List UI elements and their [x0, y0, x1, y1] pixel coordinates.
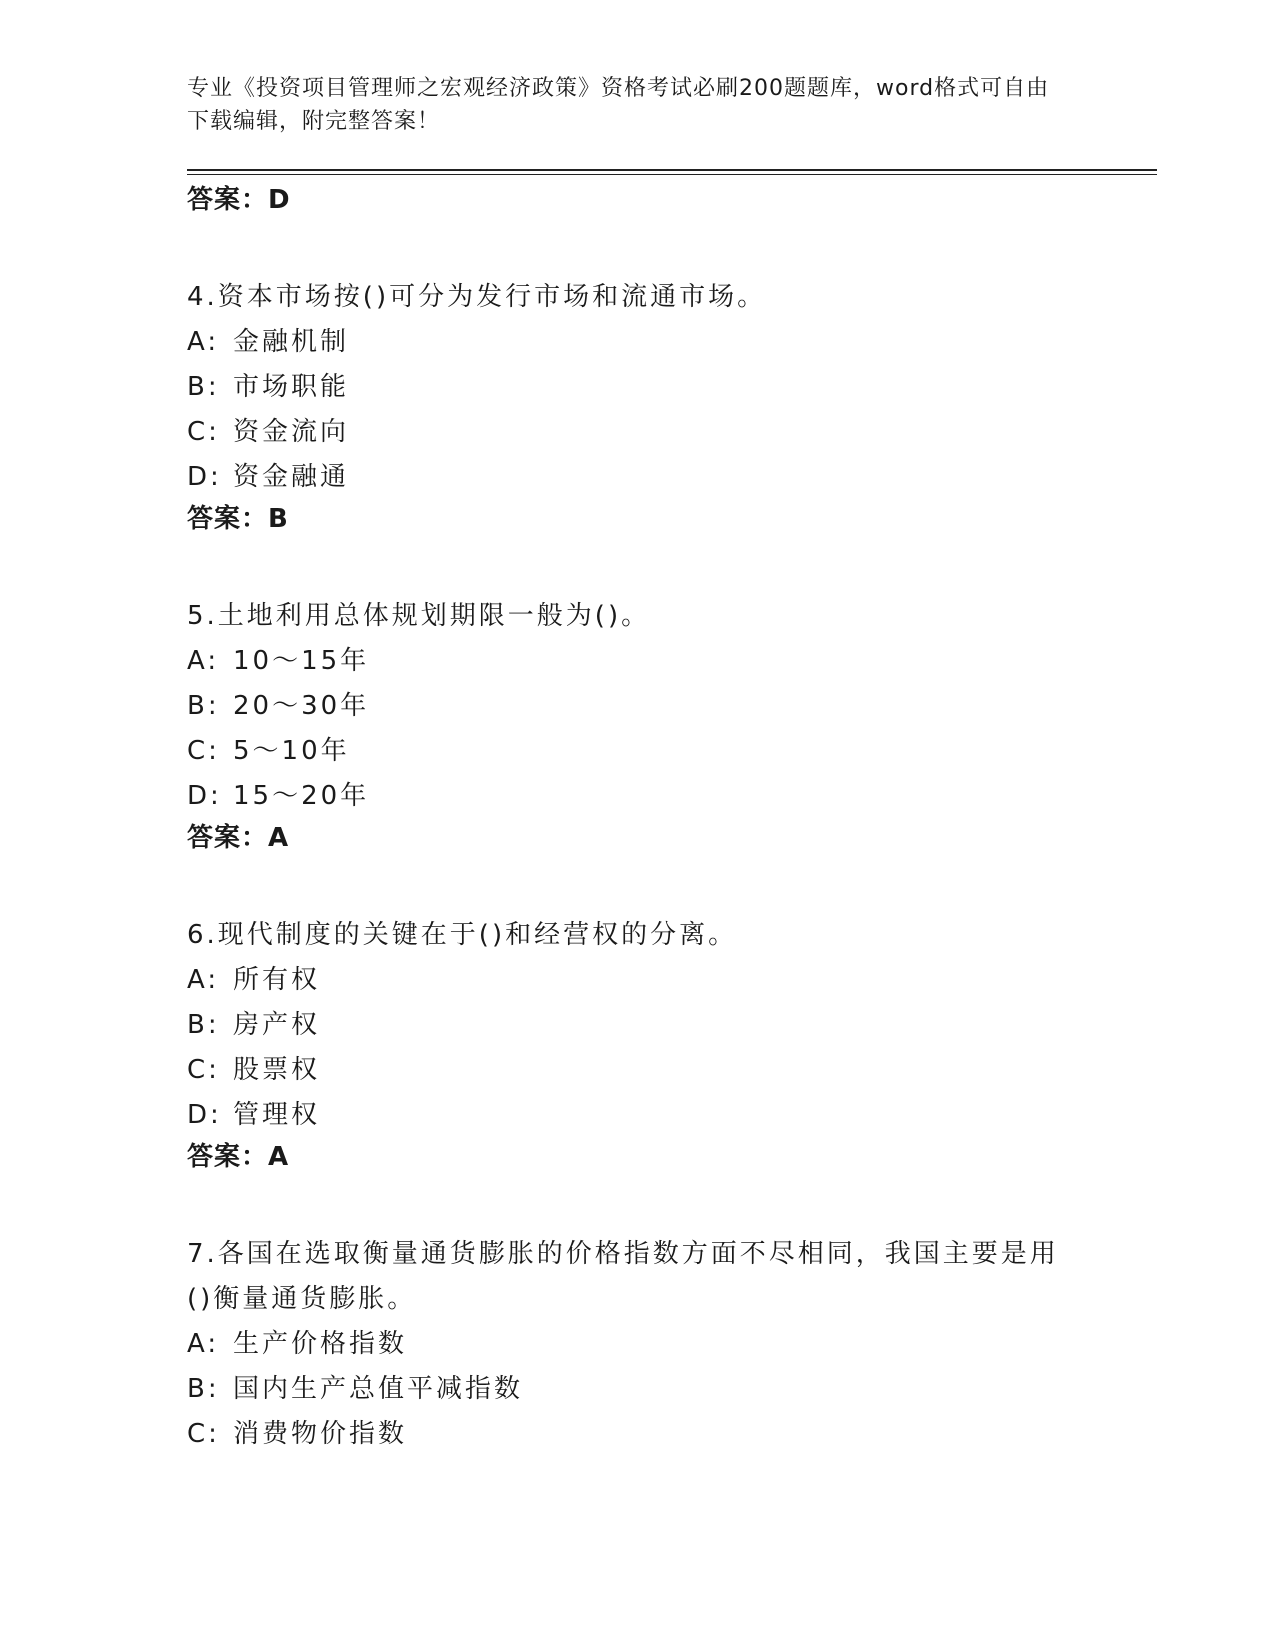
document-header: 专业《投资项目管理师之宏观经济政策》资格考试必刷200题题库，word格式可自由下载编辑，附完整答案！ — [187, 76, 1050, 134]
question-4 — [187, 275, 1157, 536]
option-key: B: — [187, 691, 220, 721]
option-key: A: — [187, 646, 220, 676]
option-text: 15～20年 — [233, 781, 370, 811]
answer-line: 答案：B — [187, 504, 289, 534]
option-key: C: — [187, 1055, 220, 1085]
option-b — [187, 365, 1157, 410]
question-stem: 5.土地利用总体规划期限一般为()。 — [187, 601, 651, 631]
option-a — [187, 320, 1157, 365]
option-text: 资金流向 — [233, 417, 350, 447]
option-text: 市场职能 — [233, 372, 350, 402]
option-d — [187, 1093, 1157, 1138]
option-c — [187, 1048, 1157, 1093]
option-key: D: — [187, 1100, 222, 1130]
option-text: 消费物价指数 — [233, 1419, 408, 1449]
option-text: 生产价格指数 — [233, 1329, 408, 1359]
option-b — [187, 1003, 1157, 1048]
question-6 — [187, 913, 1157, 1174]
answer-line: 答案：A — [187, 1142, 290, 1172]
option-text: 国内生产总值平减指数 — [233, 1374, 524, 1404]
option-a — [187, 1322, 1157, 1367]
option-text: 20～30年 — [233, 691, 370, 721]
option-text: 资金融通 — [233, 462, 350, 492]
option-text: 所有权 — [233, 965, 321, 995]
answer-line: 答案：A — [187, 823, 290, 853]
option-key: C: — [187, 736, 220, 766]
option-text: 金融机制 — [233, 327, 350, 357]
header-divider — [187, 169, 1157, 171]
option-b — [187, 1367, 1157, 1412]
option-text: 股票权 — [233, 1055, 321, 1085]
answer-line: 答案：D — [187, 185, 291, 215]
option-key: C: — [187, 1419, 220, 1449]
option-c — [187, 729, 1157, 774]
question-stem: 7.各国在选取衡量通货膨胀的价格指数方面不尽相同，我国主要是用()衡量通货膨胀。 — [187, 1239, 1059, 1314]
question-stem: 4.资本市场按()可分为发行市场和流通市场。 — [187, 282, 767, 312]
option-key: B: — [187, 1374, 220, 1404]
option-c — [187, 410, 1157, 455]
document-page — [187, 72, 1157, 1457]
question-5 — [187, 594, 1157, 855]
option-key: D: — [187, 781, 222, 811]
option-d — [187, 774, 1157, 819]
option-key: B: — [187, 1010, 220, 1040]
question-stem: 6.现代制度的关键在于()和经营权的分离。 — [187, 920, 738, 950]
option-key: A: — [187, 965, 220, 995]
question-7 — [187, 1232, 1157, 1457]
option-key: A: — [187, 327, 220, 357]
option-key: C: — [187, 417, 220, 447]
option-text: 管理权 — [233, 1100, 321, 1130]
option-d — [187, 455, 1157, 500]
option-key: B: — [187, 372, 220, 402]
option-text: 房产权 — [233, 1010, 321, 1040]
option-a — [187, 639, 1157, 684]
option-a — [187, 958, 1157, 1003]
option-key: A: — [187, 1329, 220, 1359]
option-text: 10～15年 — [233, 646, 370, 676]
option-text: 5～10年 — [233, 736, 350, 766]
option-b — [187, 684, 1157, 729]
option-key: D: — [187, 462, 222, 492]
option-c — [187, 1412, 1157, 1457]
